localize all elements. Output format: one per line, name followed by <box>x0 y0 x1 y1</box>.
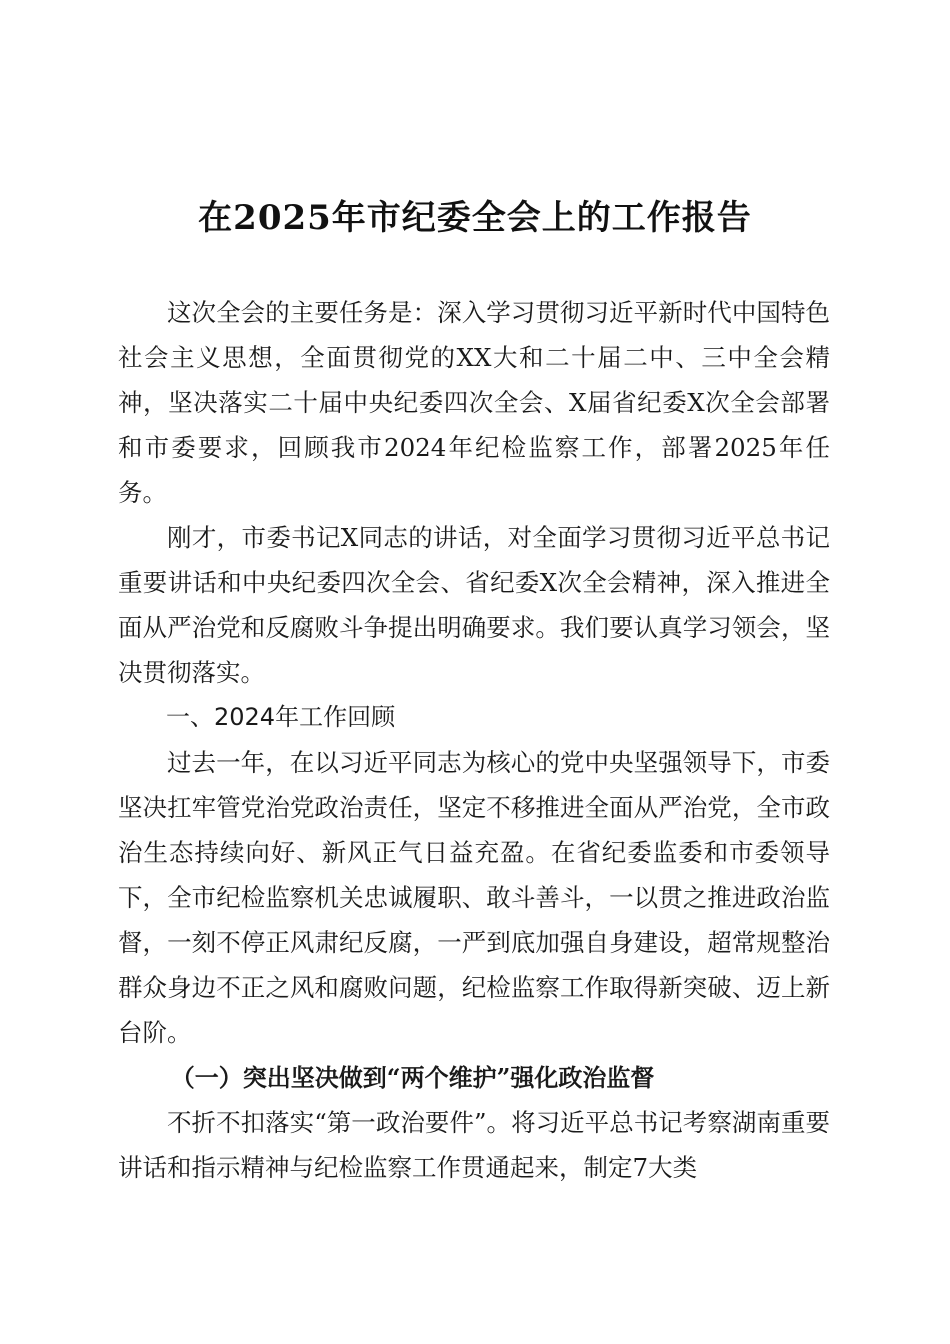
document-title: 在2025年市纪委全会上的工作报告 <box>198 198 752 238</box>
subsection-heading: （一）突出坚决做到“两个维护”强化政治监督 <box>170 1063 655 1092</box>
section-heading: 一、2024年工作回顾 <box>166 703 396 731</box>
paragraph-review: 过去一年，在以习近平同志为核心的党中央坚强领导下，市委坚决扛牢管党治党政治责任，坚定不移推进全面从严治党，全市政治生态持续向好、新风正气日益充盈。在省纪委监委和市委领导下，全市纪检监察机关忠诚履职、敢斗善斗，一以贯之推进政治监督，一刻不停正风肃纪反腐，一严到底加强自身建设，超常规整治群众身边不正之风和腐败问题，纪检监察工作取得新突破、迈上新台阶。 <box>118 748 830 1047</box>
paragraph-remarks: 刚才，市委书记X同志的讲话，对全面学习贯彻习近平总书记重要讲话和中央纪委四次全会、省纪委X次全会精神，深入推进全面从严治党和反腐败斗争提出明确要求。我们要认真学习领会，坚决贯彻落实。 <box>118 523 830 687</box>
paragraph-intro: 这次全会的主要任务是：深入学习贯彻习近平新时代中国特色社会主义思想，全面贯彻党的XX大和二十届二中、三中全会精神，坚决落实二十届中央纪委四次全会、X届省纪委X次全会部署和市委要求，回顾我市2024年纪检监察工作，部署2025年任务。 <box>118 298 830 507</box>
paragraph-supervision: 不折不扣落实“第一政治要件”。将习近平总书记考察湖南重要讲话和指示精神与纪检监察工作贯通起来，制定7大类 <box>118 1108 830 1182</box>
document-body <box>118 290 830 1190</box>
